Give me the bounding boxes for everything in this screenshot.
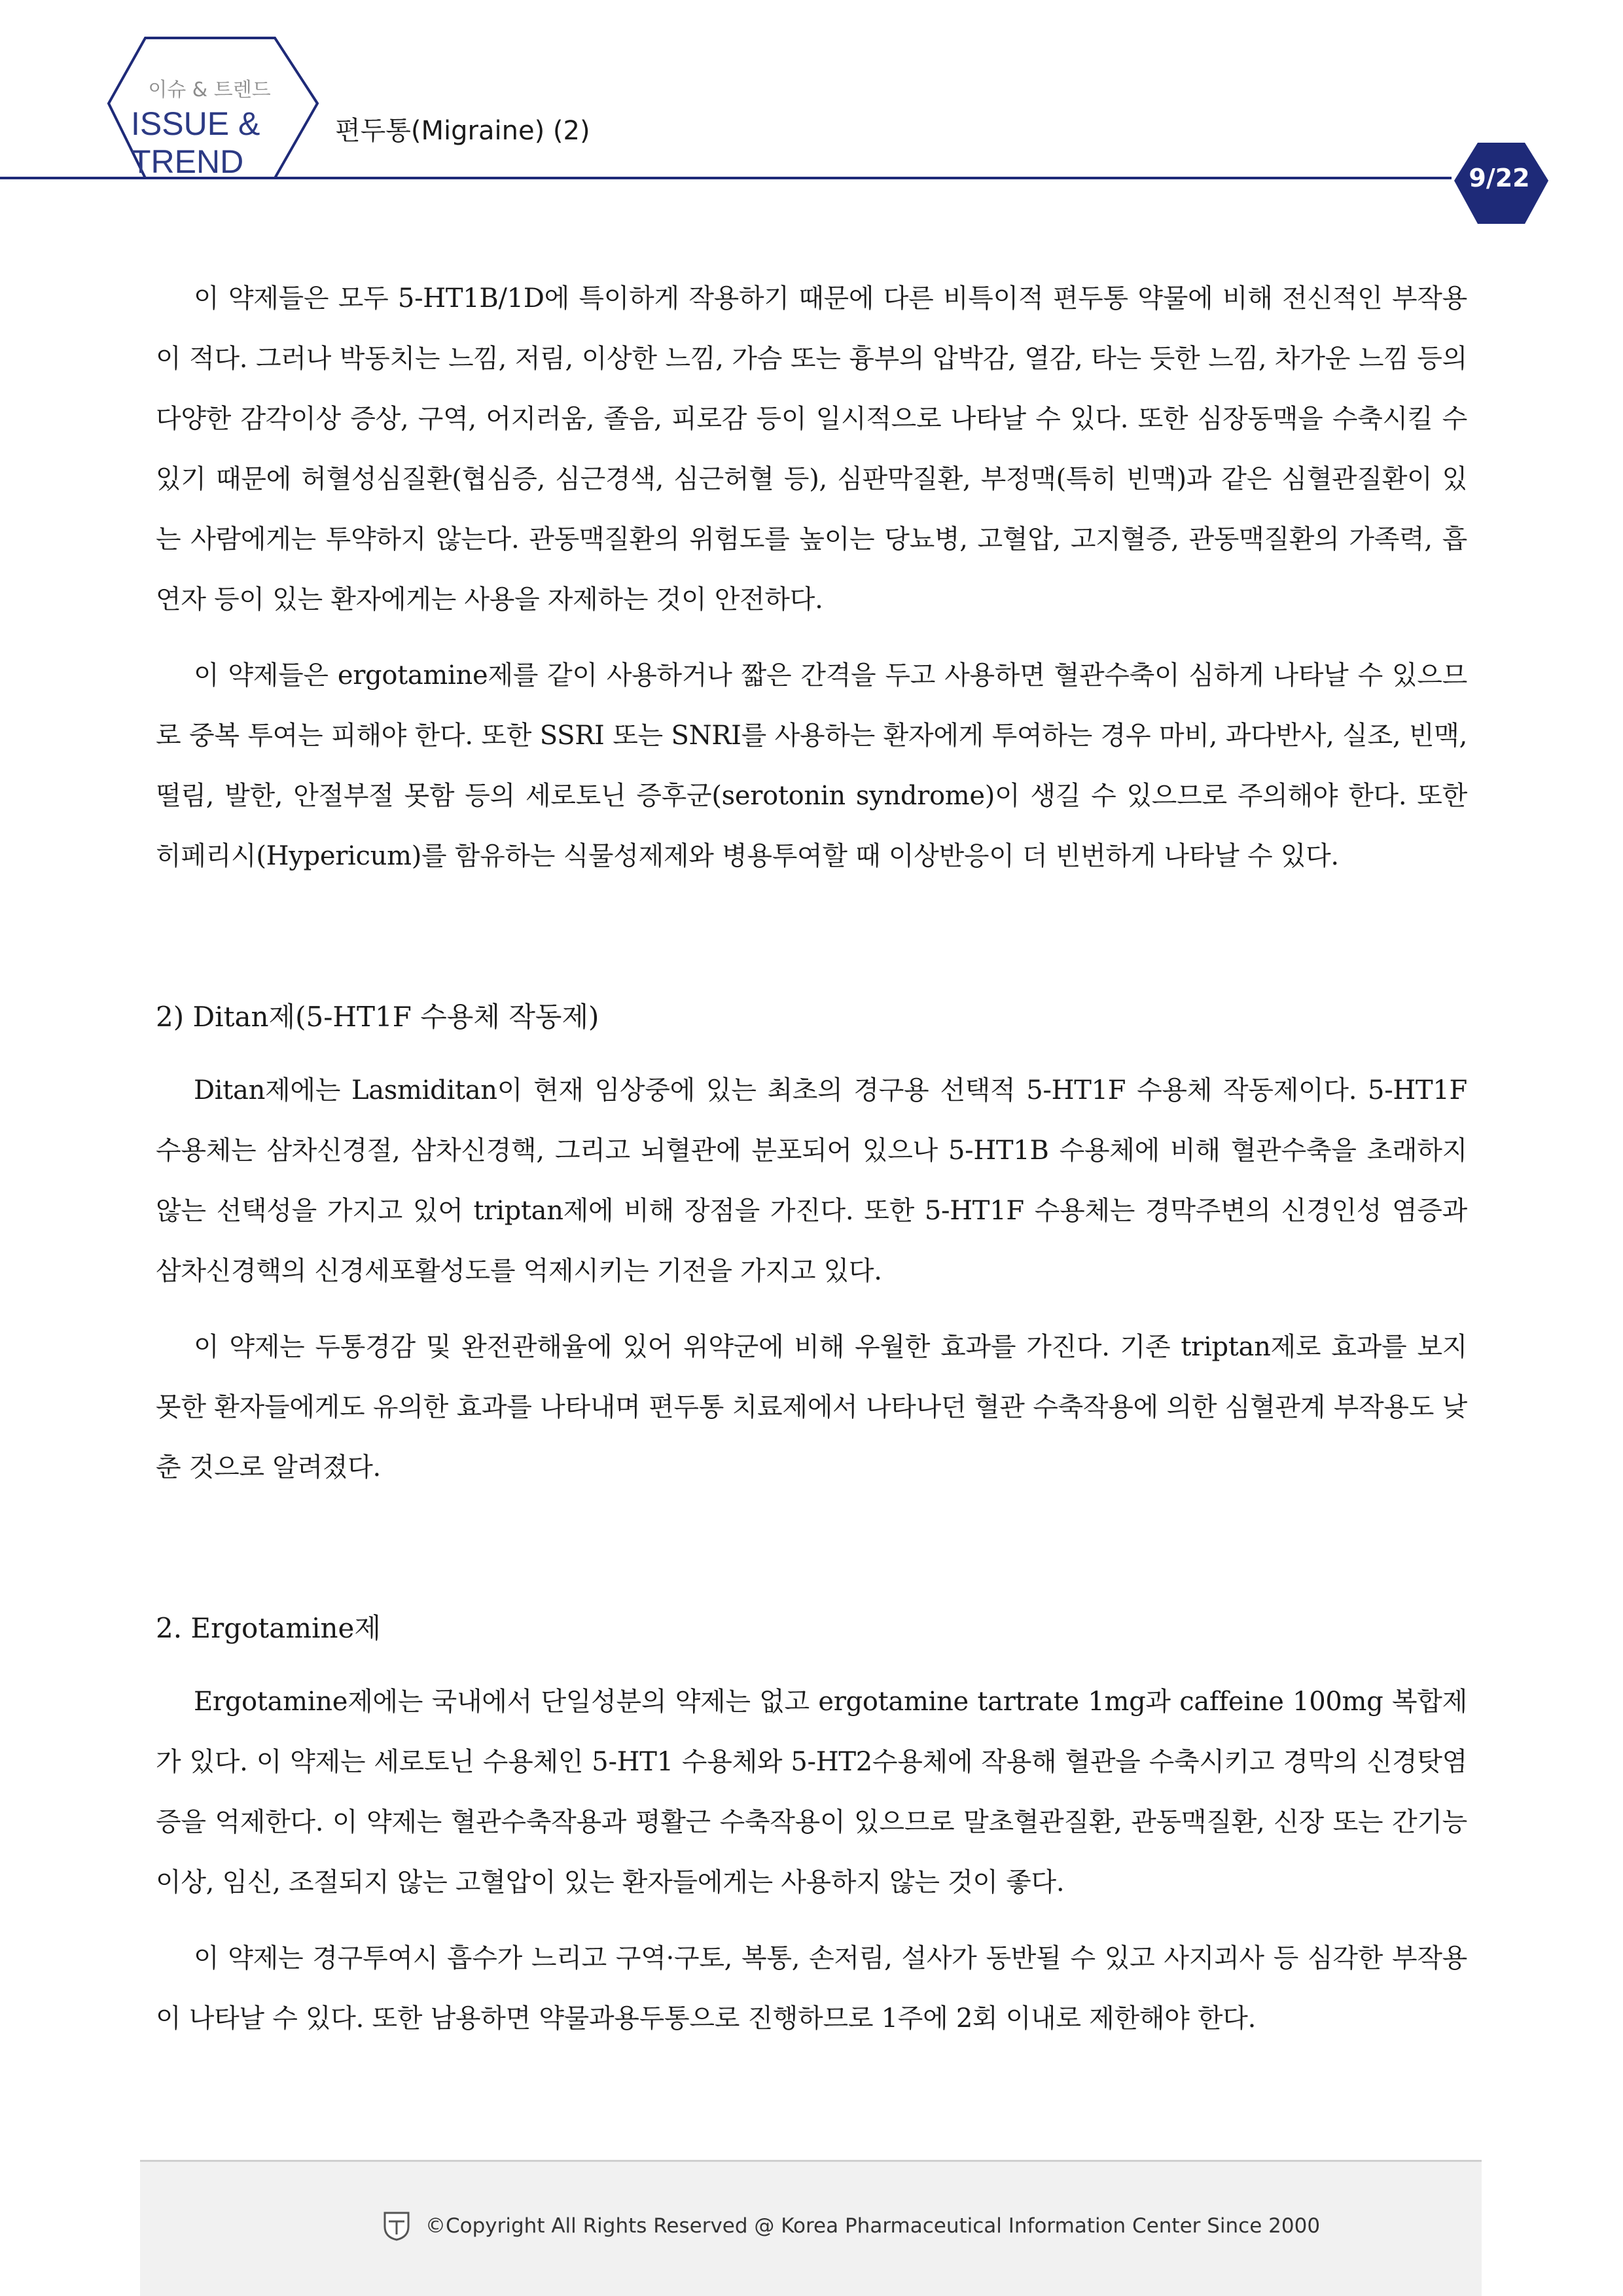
category-big-line1: ISSUE & [131, 105, 260, 142]
document-title: 편두통(Migraine) (2) [335, 116, 590, 146]
footer-copyright: ©Copyright All Rights Reserved @ Korea Pharmaceutical Information Center Since 2000 [425, 2214, 1321, 2238]
category-big-label [131, 105, 288, 181]
paragraph-ditan-mechanism: Ditan제에는 Lasmiditan이 현재 임상중에 있는 최초의 경구용 선택적 5-HT1F 수용체 작동제이다. 5-HT1F 수용체는 삼차신경절, 삼차신경핵, 그리고 뇌혈관에 분포되어 있으나 5-HT1B 수용체에 비해 혈관수축을 초래하지 않는 선택성을 가지고 있어 triptan제에 비해 장점을 가진다. 또한 5-HT1F 수용체는 경막주변의 신경인성 염증과 삼차신경핵의 신경세포활성도를 억제시키는 기전을 가지고 있다. [156, 1075, 1467, 1286]
section-spacer [156, 902, 1467, 987]
page-header [0, 0, 1623, 236]
page-number: 9/22 [1469, 164, 1530, 192]
paragraph-triptan-interactions: 이 약제들은 ergotamine제를 같이 사용하거나 짧은 간격을 두고 사용하면 혈관수축이 심하게 나타날 수 있으므로 중복 투여는 피해야 한다. 또한 SSRI 또는 SNRI를 사용하는 환자에게 투여하는 경우 마비, 과다반사, 실조, 빈맥, 떨림, 발한, 안절부절 못함 등의 세로토닌 증후군(serotonin syndrome)이 생길 수 있으므로 주의해야 한다. 또한 히페리시(Hypericum)를 함유하는 식물성제제와 병용투여할 때 이상반응이 더 빈번하게 나타날 수 있다. [156, 660, 1467, 871]
kpic-shield-icon [383, 2211, 410, 2241]
paragraph-ergotamine-side-effects: 이 약제는 경구투여시 흡수가 느리고 구역·구토, 복통, 손저림, 설사가 동반될 수 있고 사지괴사 등 심각한 부작용이 나타날 수 있다. 또한 남용하면 약물과용두통으로 진행하므로 1주에 2회 이내로 제한해야 한다. [156, 1943, 1467, 2034]
category-small-label: 이슈 & 트렌드 [148, 79, 271, 101]
category-big-line2: TREND [131, 143, 244, 180]
paragraph-triptan-side-effects: 이 약제들은 모두 5-HT1B/1D에 특이하게 작용하기 때문에 다른 비특이적 편두통 약물에 비해 전신적인 부작용이 적다. 그러나 박동치는 느낌, 저림, 이상한 느낌, 가슴 또는 흉부의 압박감, 열감, 타는 듯한 느낌, 차가운 느낌 등의 다양한 감각이상 증상, 구역, 어지러움, 졸음, 피로감 등이 일시적으로 나타날 수 있다. 또한 심장동맥을 수축시킬 수 있기 때문에 허혈성심질환(협심증, 심근경색, 심근허혈 등), 심판막질환, 부정맥(특히 빈맥)과 같은 심혈관질환이 있는 사람에게는 투약하지 않는다. 관동맥질환의 위험도를 높이는 당뇨병, 고혈압, 고지혈증, 관동맥질환의 가족력, 흡연자 등이 있는 환자에게는 사용을 자제하는 것이 안전하다. [156, 283, 1467, 615]
section-heading-ergotamine: 2. Ergotamine제 [156, 1612, 381, 1644]
section-spacer [156, 1513, 1467, 1598]
paragraph-ergotamine-overview: Ergotamine제에는 국내에서 단일성분의 약제는 없고 ergotamine tartrate 1mg과 caffeine 100mg 복합제가 있다. 이 약제는 세로토닌 수용체인 5-HT1 수용체와 5-HT2수용체에 작용해 혈관을 수축시키고 경막의 신경탓염증을 억제한다. 이 약제는 혈관수축작용과 평활근 수축작용이 있으므로 말초혈관질환, 관동맥질환, 신장 또는 간기능 이상, 임신, 조절되지 않는 고혈압이 있는 환자들에게는 사용하지 않는 것이 좋다. [156, 1687, 1467, 1897]
article-body [156, 268, 1467, 2064]
paragraph-ditan-efficacy: 이 약제는 두통경감 및 완전관해율에 있어 위약군에 비해 우월한 효과를 가진다. 기존 triptan제로 효과를 보지 못한 환자들에게도 유의한 효과를 나타내며 편두통 치료제에서 나타나던 혈관 수축작용에 의한 심혈관계 부작용도 낮춘 것으로 알려졌다. [156, 1332, 1467, 1482]
section-heading-ditan: 2) Ditan제(5-HT1F 수용체 작동제) [156, 1001, 599, 1033]
